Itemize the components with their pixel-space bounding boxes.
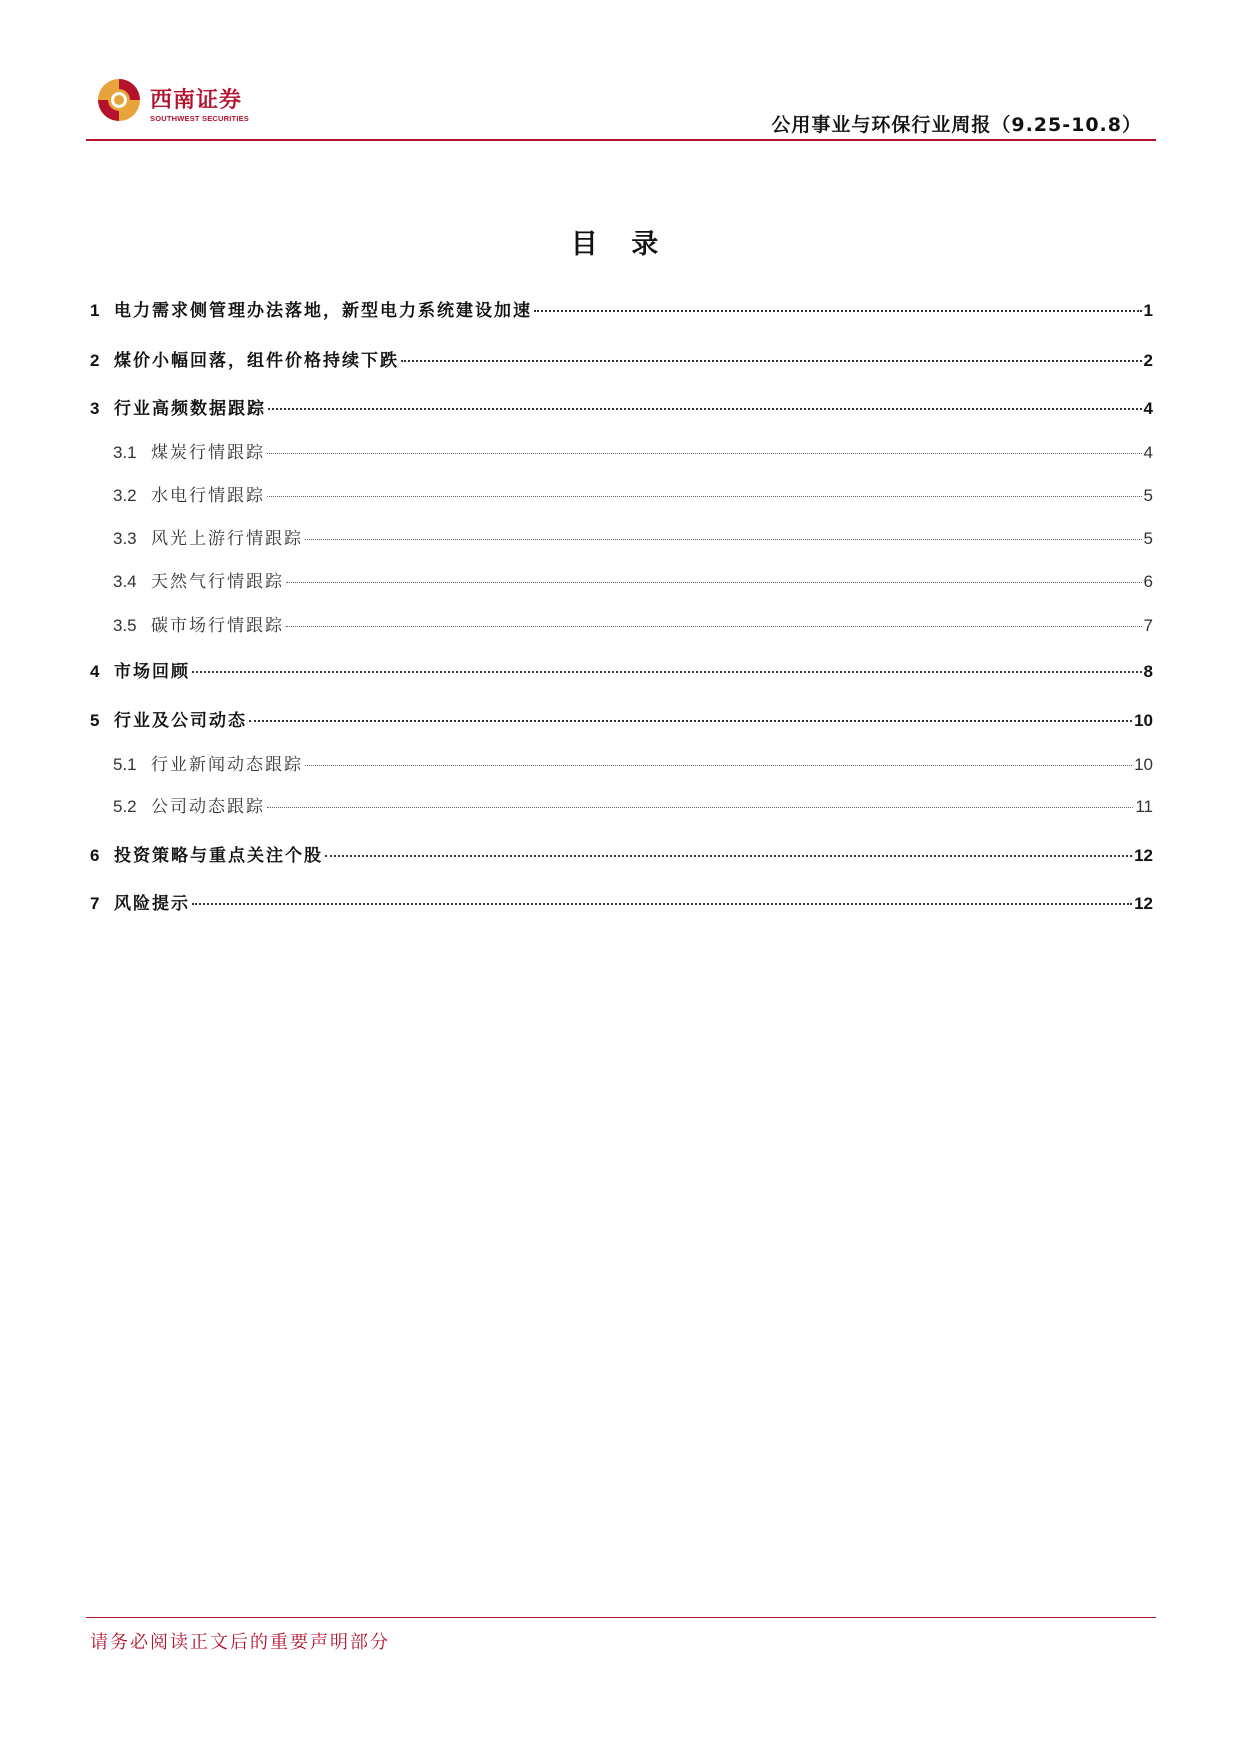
toc-entry-label[interactable]: 公司动态跟踪 (151, 797, 265, 817)
toc-entry-page-number[interactable]: 12 (1134, 894, 1153, 913)
toc-heading: 目 录 (570, 229, 671, 260)
toc-dot-leader (268, 408, 1142, 410)
toc-entry[interactable] (90, 706, 1153, 731)
toc-entry[interactable] (90, 481, 1153, 506)
toc-entry-page-number[interactable]: 10 (1134, 755, 1153, 774)
toc-dot-leader (267, 496, 1142, 497)
toc-entry[interactable] (90, 792, 1153, 817)
logo-chinese-name: 西南证券 (150, 87, 243, 113)
toc-entry[interactable] (90, 750, 1153, 775)
sun-logo-icon (96, 77, 142, 123)
toc-entry-number: 3 (90, 399, 100, 418)
toc-entry-page-number[interactable]: 5 (1143, 486, 1153, 505)
footer-disclaimer: 请务必阅读正文后的重要声明部分 (90, 1632, 390, 1653)
toc-entry-label[interactable]: 风光上游行情跟踪 (151, 529, 303, 549)
toc-entry-number: 5.2 (113, 797, 137, 816)
toc-entry-page-number[interactable]: 11 (1135, 797, 1153, 816)
toc-dot-leader (401, 360, 1142, 362)
toc-dot-leader (267, 807, 1133, 808)
toc-entry[interactable] (90, 657, 1153, 682)
toc-entry-page-number[interactable]: 4 (1143, 443, 1153, 462)
toc-entry-page-number[interactable]: 12 (1134, 846, 1153, 865)
toc-entry-number: 3.1 (113, 443, 137, 462)
toc-dot-leader (267, 453, 1142, 454)
report-title: 公用事业与环保行业周报（9.25-10.8） (771, 114, 1142, 136)
toc-entry-number: 2 (90, 351, 100, 370)
toc-entry[interactable] (90, 841, 1153, 866)
toc-entry-page-number[interactable]: 8 (1143, 662, 1153, 681)
toc-dot-leader (534, 310, 1142, 312)
toc-entry-label[interactable]: 电力需求侧管理办法落地，新型电力系统建设加速 (114, 301, 532, 321)
toc-entry[interactable] (90, 296, 1153, 321)
company-logo (96, 77, 266, 132)
toc-entry-number: 3.3 (113, 529, 137, 548)
toc-entry[interactable] (90, 524, 1153, 549)
toc-entry-page-number[interactable]: 7 (1143, 616, 1153, 635)
toc-entry[interactable] (90, 889, 1153, 914)
toc-entry[interactable] (90, 611, 1153, 636)
toc-entry-number: 3.4 (113, 572, 137, 591)
toc-entry-page-number[interactable]: 5 (1143, 529, 1153, 548)
toc-entry-number: 1 (90, 301, 100, 320)
toc-entry-label[interactable]: 行业及公司动态 (114, 711, 247, 731)
toc-entry-label[interactable]: 市场回顾 (114, 662, 190, 682)
page-header (86, 72, 1156, 142)
toc-entry-label[interactable]: 碳市场行情跟踪 (151, 616, 284, 636)
toc-entry-number: 6 (90, 846, 100, 865)
toc-entry-label[interactable]: 天然气行情跟踪 (151, 572, 284, 592)
toc-entry-number: 3.2 (113, 486, 137, 505)
toc-entry-page-number[interactable]: 10 (1134, 711, 1153, 730)
toc-entry[interactable] (90, 346, 1153, 371)
toc-entry[interactable] (90, 567, 1153, 592)
toc-entry-page-number[interactable]: 4 (1143, 399, 1153, 418)
logo-english-name: SOUTHWEST SECURITIES (150, 114, 250, 123)
toc-dot-leader (325, 855, 1132, 857)
toc-dot-leader (305, 539, 1142, 540)
toc-dot-leader (192, 671, 1142, 673)
toc-entry-label[interactable]: 投资策略与重点关注个股 (114, 846, 323, 866)
footer-divider (86, 1617, 1156, 1618)
toc-entry-number: 5.1 (113, 755, 137, 774)
toc-entry-page-number[interactable]: 6 (1143, 572, 1153, 591)
toc-entry-label[interactable]: 煤炭行情跟踪 (151, 443, 265, 463)
toc-entry-page-number[interactable]: 2 (1143, 351, 1153, 370)
toc-entry-label[interactable]: 煤价小幅回落，组件价格持续下跌 (114, 351, 399, 371)
header-divider (86, 139, 1156, 141)
toc-entry-label[interactable]: 行业新闻动态跟踪 (151, 755, 303, 775)
toc-entry-label[interactable]: 风险提示 (114, 894, 190, 914)
toc-dot-leader (192, 903, 1132, 905)
toc-entry-number: 3.5 (113, 616, 137, 635)
toc-entry-label[interactable]: 水电行情跟踪 (151, 486, 265, 506)
toc-entry[interactable] (90, 438, 1153, 463)
toc-dot-leader (305, 765, 1132, 766)
toc-dot-leader (249, 720, 1132, 722)
toc-entry-number: 5 (90, 711, 100, 730)
toc-entry-label[interactable]: 行业高频数据跟踪 (114, 399, 266, 419)
toc-entry-number: 4 (90, 662, 100, 681)
toc-entry-page-number[interactable]: 1 (1143, 301, 1153, 320)
toc-dot-leader (286, 626, 1142, 627)
toc-entry-number: 7 (90, 894, 100, 913)
toc-dot-leader (286, 582, 1142, 583)
toc-entry[interactable] (90, 394, 1153, 419)
